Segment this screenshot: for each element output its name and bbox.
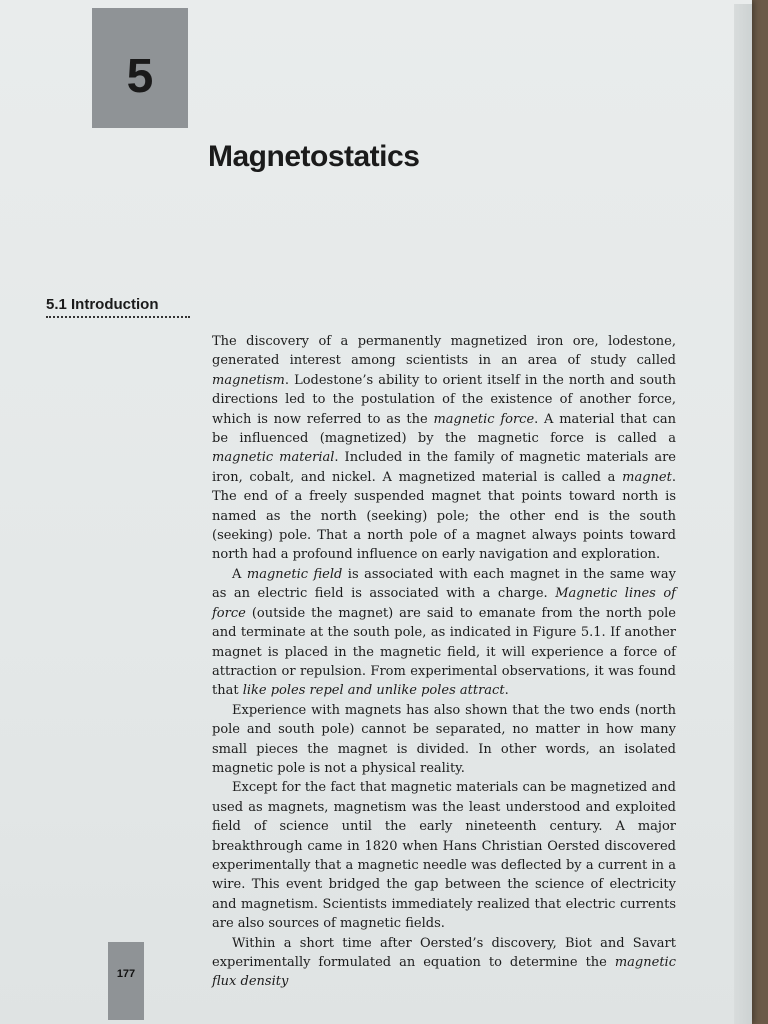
italic-term: magnetic material bbox=[212, 450, 335, 466]
chapter-number-box bbox=[92, 8, 188, 128]
text-run: . Included in the family of magnetic materials are iron, cobalt, and nickel. A magnetized material is called a bbox=[212, 450, 676, 485]
page-number: 177 bbox=[116, 968, 136, 980]
paragraph bbox=[212, 778, 676, 933]
italic-term: magnetic field bbox=[246, 566, 343, 582]
italic-term: magnetism bbox=[212, 372, 285, 388]
italic-term: Magnetic lines of force bbox=[212, 586, 676, 621]
text-run: (outside the magnet) are said to emanate from the north pole and terminate at the south pole, as indicated in Figure 5.1. If another magnet is placed in the magnetic field, it will experience a force of attraction or repulsion. From experimental observations, it was found that bbox=[212, 605, 676, 699]
page-number-tab bbox=[108, 942, 144, 1020]
italic-term: magnet bbox=[622, 469, 672, 485]
text-run: The discovery of a permanently magnetized iron ore, lodestone, generated interest among scientists in an area of study called bbox=[212, 334, 676, 369]
paragraph bbox=[212, 934, 676, 992]
body-text bbox=[212, 332, 676, 992]
text-run: . Lodestone’s ability to orient itself in the north and south directions led to the postulation of the existence of another force, which is now referred to as the bbox=[212, 372, 676, 427]
page-stack-edge bbox=[734, 4, 752, 1024]
chapter-number: 5 bbox=[126, 49, 154, 103]
text-run: . bbox=[504, 683, 509, 699]
paragraph bbox=[212, 565, 676, 701]
text-run: is associated with each magnet in the same way as an electric field is associated with a charge. bbox=[212, 566, 676, 602]
section-heading: 5.1 Introduction bbox=[46, 296, 190, 318]
chapter-title: Magnetostatics bbox=[208, 140, 420, 173]
italic-term: like poles repel and unlike poles attract bbox=[242, 683, 505, 699]
text-run: . The end of a freely suspended magnet that points toward north is named as the north (seeking) pole; the other end is the south (seeking) pole. That a north pole of a magnet always points toward north had a profound influence on early navigation and exploration. bbox=[212, 469, 676, 563]
italic-term: magnetic flux density bbox=[212, 955, 676, 990]
text-run: Except for the fact that magnetic materials can be magnetized and used as magnets, magnetism was the least understood and exploited field of science until the early nineteenth century. A major breakthrough came in 1820 when Hans Christian Oersted discovered experimentally that a magnetic needle was deflected by a current in a wire. This event bridged the gap between the science of electricity and magnetism. Scientists immediately realized that electric currents are also sources of magnetic fields. bbox=[212, 780, 676, 932]
text-run: Within a short time after Oersted’s discovery, Biot and Savart experimentally formulated an equation to determine the bbox=[212, 935, 676, 970]
paragraph bbox=[212, 701, 676, 779]
text-run: . A material that can be influenced (magnetized) by the magnetic force is called a bbox=[212, 411, 676, 447]
text-run: A bbox=[232, 566, 247, 582]
text-run: Experience with magnets has also shown that the two ends (north pole and south pole) cannot be separated, no matter in how many small pieces the magnet is divided. In other words, an isolated magnetic pole is not a physical reality. bbox=[212, 702, 676, 776]
italic-term: magnetic force bbox=[433, 411, 535, 427]
paragraph bbox=[212, 332, 676, 565]
